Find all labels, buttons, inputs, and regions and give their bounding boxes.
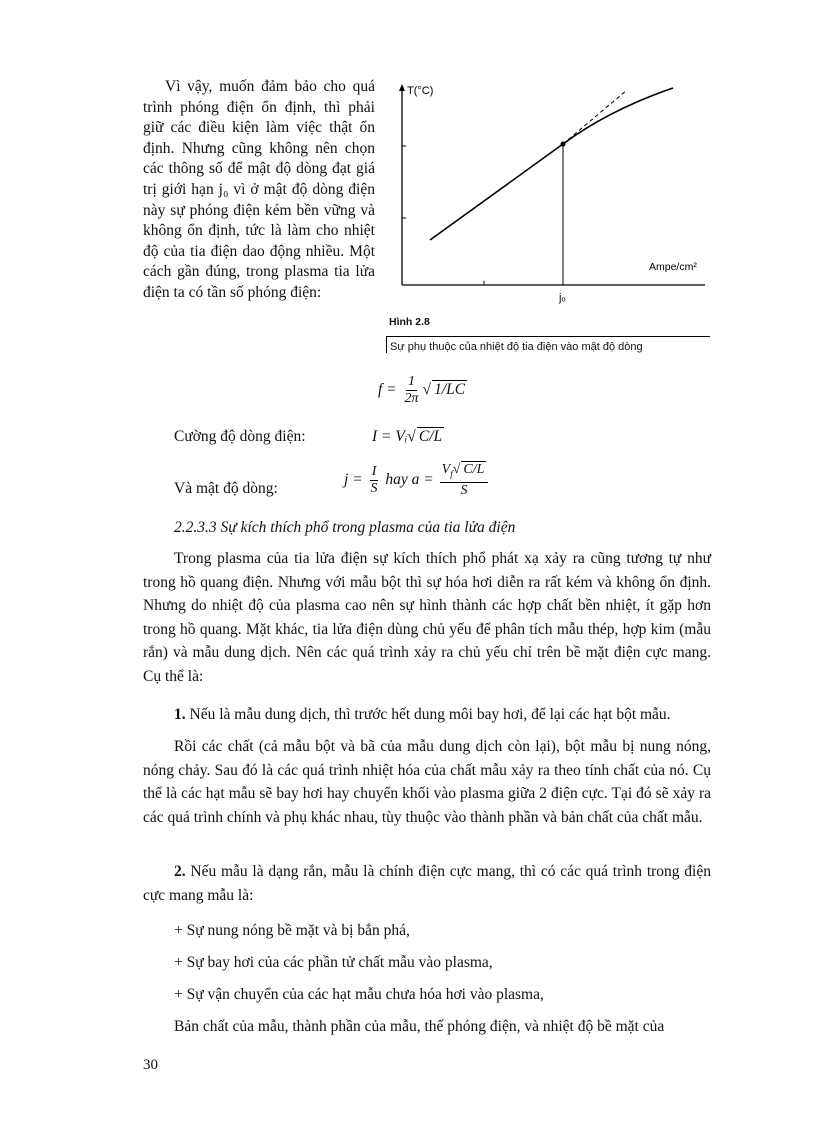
section-title: 2.2.3.3 Sự kích thích phổ trong plasma của tia lửa điện	[174, 519, 516, 536]
paragraph-1: Trong plasma của tia lửa điện sự kích thích phổ phát xạ xảy ra cũng tương tự như trong hồ quang điện. Nhưng với mẫu bột thì sự hóa hơi diễn ra rất kém và không ổn định. Nhưng do nhiệt độ của plasma cao nên sự hình thành các hợp chất bền nhiệt, ít gặp hơn trong hồ quang. Mặt khác, tia lửa điện dùng chủ yếu để phân tích mẫu thép, hợp kim (mẫu rắn) và mẫu dung dịch. Nên các quá trình xảy ra chủ yếu chỉ trên bề mặt điện cực mang. Cụ thể là:	[143, 550, 711, 685]
j0-label: jₒ	[559, 292, 566, 304]
equation-density: j = $\frac{I}{S}$ hay a = $\frac{V_f√ C/L}{S}$	[344, 462, 490, 499]
current-label: Cường độ dòng điện:	[174, 428, 306, 445]
page-number: 30	[143, 1057, 158, 1073]
bullet-1: + Sự nung nóng bề mặt và bị bắn phá,	[174, 922, 410, 939]
paragraph-4: 2. Nếu mẫu là dạng rắn, mẫu là chính điện cực mang, thì có các quá trình trong điện cực mang mẫu là:	[143, 863, 711, 904]
bullet-3: + Sự vận chuyển của các hạt mẫu chưa hóa hơi vào plasma,	[174, 986, 544, 1003]
paragraph-3: Rồi các chất (cả mẫu bột và bã của mẫu dung dịch còn lại), bột mẫu bị nung nóng, nóng chảy. Sau đó là các quá trình nhiệt hóa của chất mẫu xảy ra theo tính chất của nó. Cụ thể là các hạt mẫu sẽ bay hơi hay chuyển khối vào plasma giữa 2 điện cực. Tại đó sẽ xảy ra các quá trình chính và phụ khác nhau, tùy thuộc vào thành phần và bản chất của chất mẫu.	[143, 738, 711, 826]
tangent-line	[563, 90, 627, 144]
figure-caption: Sự phụ thuộc của nhiệt độ tia điện vào mật độ dòng	[386, 336, 710, 353]
paragraph-5: Bản chất của mẫu, thành phần của mẫu, thế phóng điện, và nhiệt độ bề mặt của	[174, 1018, 665, 1035]
density-label: Và mật độ dòng:	[174, 480, 278, 497]
paragraph-2: 1. Nếu là mẫu dung dịch, thì trước hết dung môi bay hơi, để lại các hạt bột mẫu.	[174, 706, 671, 723]
intro-paragraph: Vì vậy, muốn đảm bảo cho quá trình phóng điện ổn định, thì phải giữ các điều kiện làm việc thật ổn định. Nhưng cũng không nên chọn các thông số để mật độ dòng đạt giá trị giới hạn j₀ vì ở mật độ dòng điện này sự phóng điện kém bền vững và không ổn định, tức là làm cho nhiệt độ của tia điện dao động nhiều. Một cách gần đúng, trong plasma tia lửa điện ta có tần số phóng điện:	[143, 78, 375, 301]
x-axis-label: Ampe/cm²	[649, 261, 697, 273]
bullet-2: + Sự bay hơi của các phần tử chất mẫu vào plasma,	[174, 954, 493, 971]
figure-number: Hình 2.8	[389, 316, 430, 328]
temperature-curve	[430, 88, 673, 240]
equation-frequency: f = $\frac{1}{2\pi}$ √ 1/LC	[378, 374, 466, 406]
y-axis-arrow	[399, 84, 405, 91]
equation-current: I = Vᵢ√ C/L	[372, 428, 443, 445]
temperature-chart	[383, 80, 711, 316]
y-axis-label: T(°C)	[407, 85, 434, 97]
figure-2-8	[383, 80, 711, 360]
